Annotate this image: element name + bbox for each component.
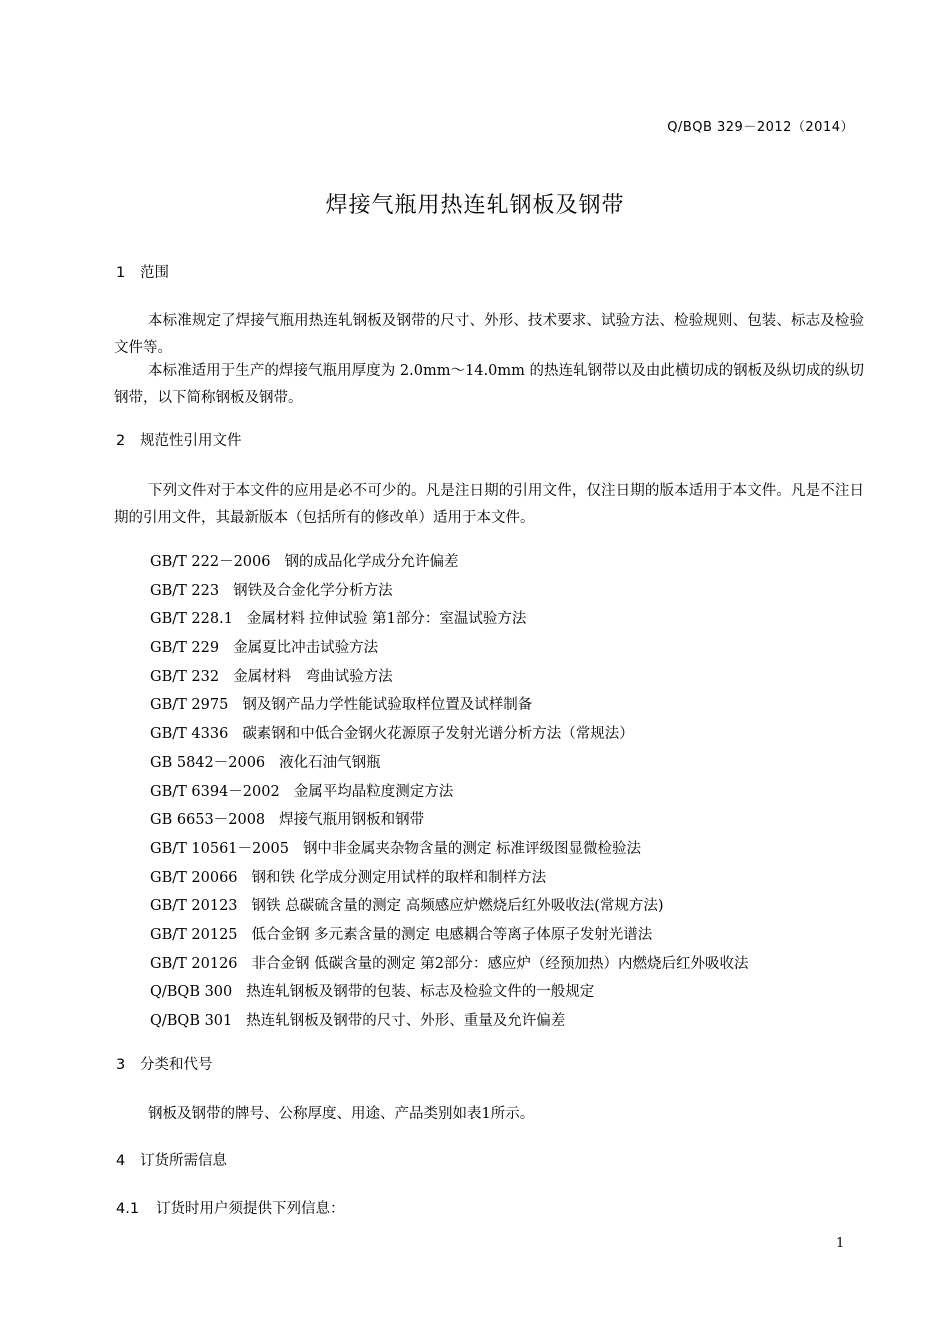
section-2-number: 2 [116,433,126,449]
reference-title: 焊接气瓶用钢板和钢带 [279,812,425,829]
standard-code: Q/BQB 329－2012（2014） [667,120,854,135]
reference-code: GB/T 232 [150,668,220,685]
reference-code: GB/T 222－2006 [150,554,271,570]
reference-item [150,605,748,634]
reference-title: 金属夏比冲击试验方法 [233,640,379,657]
reference-title: 钢铁 总碳硫含量的测定 高频感应炉燃烧后红外吸收法(常规方法) [251,898,664,915]
reference-code: GB/T 20123 [150,898,238,915]
document-title: 焊接气瓶用热连轧钢板及钢带 [325,193,625,218]
reference-item [150,978,748,1007]
reference-item [150,663,748,692]
section-3-number: 3 [116,1057,126,1073]
reference-item [150,634,748,663]
reference-code: GB/T 20066 [150,869,238,886]
reference-item [150,577,748,606]
reference-title: 热连轧钢板及钢带的包装、标志及检验文件的一般规定 [246,984,595,1001]
reference-code: GB 5842－2006 [150,754,266,771]
section-3-title: 分类和代号 [140,1057,213,1073]
reference-code: GB/T 10561－2005 [150,840,289,857]
section-1-paragraph-2: 本标准适用于生产的焊接气瓶用厚度为 2.0mm～14.0mm 的热连轧钢带以及由此横切成的钢板及纵切成的纵切钢带，以下简称钢板及钢带。 [114,363,864,406]
reference-title: 碳素钢和中低合金钢火花源原子发射光谱分析方法（常规法） [242,726,634,743]
reference-title: 钢及钢产品力学性能试验取样位置及试样制备 [242,697,533,714]
reference-item [150,864,748,893]
reference-code: GB 6653－2008 [150,812,266,829]
reference-title: 液化石油气钢瓶 [279,754,381,771]
reference-item [150,1007,748,1036]
reference-title: 热连轧钢板及钢带的尺寸、外形、重量及允许偏差 [246,1013,566,1029]
reference-code: Q/BQB 300 [150,984,233,1001]
reference-title: 钢和铁 化学成分测定用试样的取样和制样方法 [251,869,547,886]
reference-code: GB/T 20126 [150,955,238,972]
section-4-title: 订货所需信息 [140,1153,227,1169]
reference-title: 金属材料 弯曲试验方法 [233,668,393,685]
reference-item [150,778,748,807]
reference-item [150,806,748,835]
reference-item [150,749,748,778]
section-2-paragraph-1: 下列文件对于本文件的应用是必不可少的。凡是注日期的引用文件，仅注日期的版本适用于本文件。凡是不注日期的引用文件，其最新版本（包括所有的修改单）适用于本文件。 [114,483,864,526]
reference-code: GB/T 2975 [150,697,229,714]
reference-item [150,950,748,979]
reference-item [150,835,748,864]
section-4-1-title: 订货时用户须提供下列信息： [156,1201,345,1217]
page-number: 1 [836,1236,845,1251]
reference-title: 钢铁及合金化学分析方法 [233,582,393,599]
section-4-1-number: 4.1 [116,1201,140,1217]
section-4-1-heading [116,1197,345,1218]
reference-item [150,691,748,720]
reference-title: 金属材料 拉伸试验 第1部分：室温试验方法 [246,611,527,628]
reference-code: GB/T 229 [150,640,220,657]
reference-item [150,921,748,950]
reference-code: Q/BQB 301 [150,1013,233,1029]
section-4-heading [116,1149,227,1170]
reference-code: GB/T 20125 [150,926,238,943]
reference-item [150,548,748,577]
section-2-title: 规范性引用文件 [140,433,242,449]
reference-code: GB/T 6394－2002 [150,783,280,800]
section-3-paragraph-1: 钢板及钢带的牌号、公称厚度、用途、产品类别如表1所示。 [148,1106,535,1122]
reference-item [150,720,748,749]
section-3-heading [116,1053,213,1074]
section-1-heading [116,261,169,282]
reference-code: GB/T 228.1 [150,611,233,628]
reference-code: GB/T 223 [150,582,220,599]
reference-title: 非合金钢 低碳含量的测定 第2部分：感应炉（经预加热）内燃烧后红外吸收法 [251,955,749,972]
reference-title: 钢的成品化学成分允许偏差 [284,554,459,570]
section-1-number: 1 [116,265,126,281]
reference-title: 金属平均晶粒度测定方法 [293,783,454,800]
reference-title: 低合金钢 多元素含量的测定 电感耦合等离子体原子发射光谱法 [251,926,653,943]
section-2-heading [116,429,242,450]
reference-item [150,892,748,921]
reference-title: 钢中非金属夹杂物含量的测定 标准评级图显微检验法 [302,840,642,857]
reference-code: GB/T 4336 [150,726,229,743]
section-1-title: 范围 [140,265,169,281]
normative-references-list [150,548,748,1036]
section-4-number: 4 [116,1153,126,1169]
section-1-paragraph-1: 本标准规定了焊接气瓶用热连轧钢板及钢带的尺寸、外形、技术要求、试验方法、检验规则、包装、标志及检验文件等。 [114,313,864,356]
